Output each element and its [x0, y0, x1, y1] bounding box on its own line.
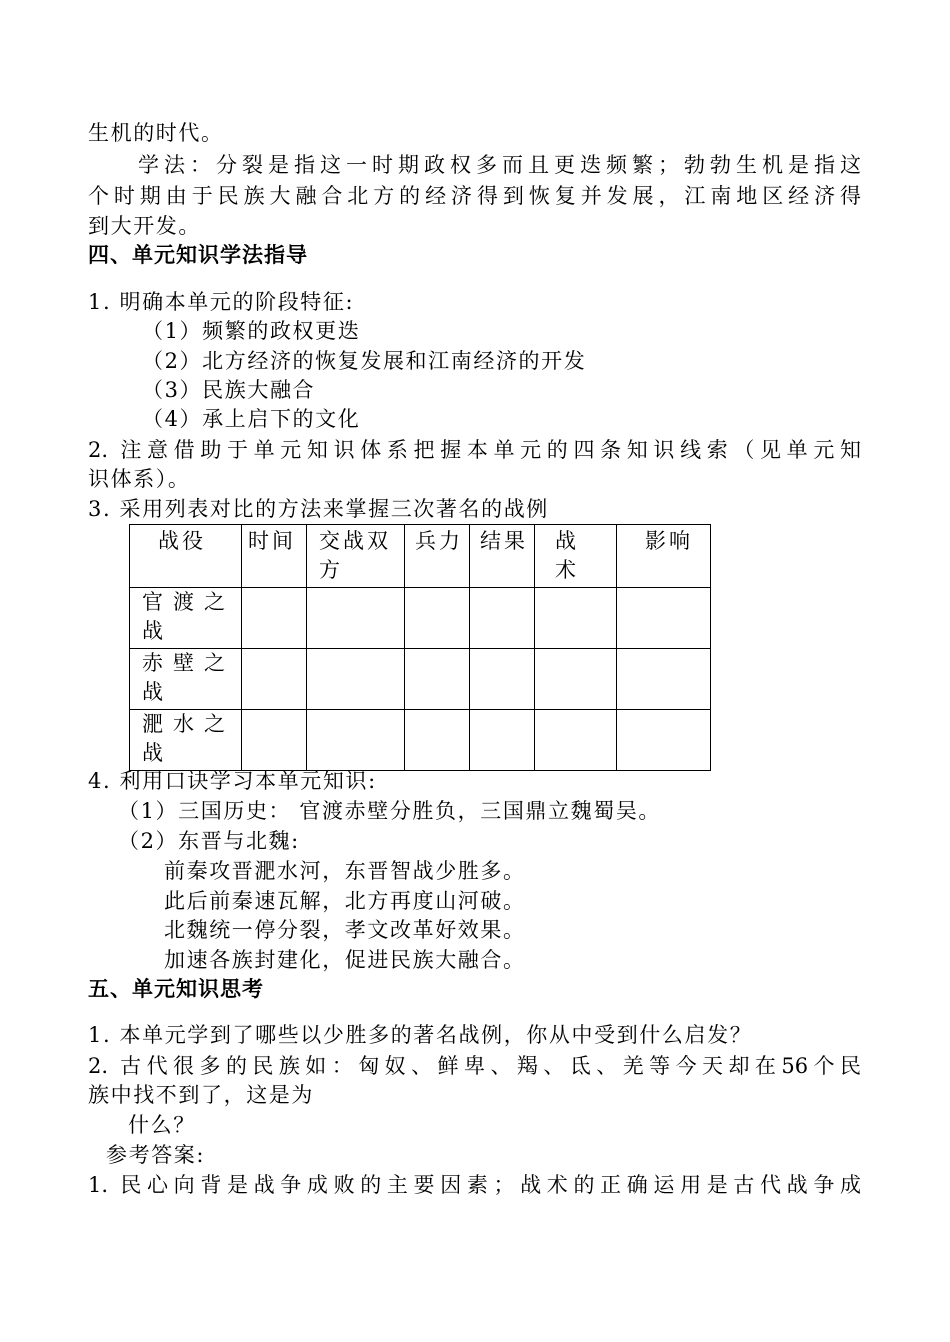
- answer-label: 参考答案:: [106, 1143, 206, 1167]
- mnemonic-2: （2）东晋与北魏:: [118, 829, 300, 853]
- verse-2: 此后前秦速瓦解，北方再度山河破。: [164, 889, 526, 913]
- item-4: 4. 利用口诀学习本单元知识:: [88, 769, 377, 793]
- question-2-line-2: 族中找不到了，这是为: [88, 1083, 314, 1107]
- section-5-heading: 五、单元知识思考: [88, 977, 264, 1001]
- verse-4: 加速各族封建化，促进民族大融合。: [164, 948, 526, 972]
- method-line-3: 到大开发。: [88, 214, 201, 238]
- intro-line: 生机的时代。: [88, 121, 224, 145]
- header-time: 时间: [242, 525, 307, 588]
- item-3: 3. 采用列表对比的方法来掌握三次著名的战例: [88, 497, 549, 521]
- verse-1: 前秦攻晋淝水河，东晋智战少胜多。: [164, 859, 526, 883]
- section-4-heading: 四、单元知识学法指导: [88, 243, 308, 267]
- mnemonic-1: （1）三国历史： 官渡赤壁分胜负，三国鼎立魏蜀吴。: [118, 799, 662, 823]
- item-2-line-1: 2. 注意借助于单元知识体系把握本单元的四条知识线索（见单元知: [88, 438, 861, 462]
- item-1: 1. 明确本单元的阶段特征:: [88, 290, 355, 314]
- verse-3: 北魏统一停分裂，孝文改革好效果。: [164, 918, 526, 942]
- question-1: 1. 本单元学到了哪些以少胜多的著名战例，你从中受到什么启发？: [88, 1023, 753, 1047]
- header-impact: 影响: [617, 525, 711, 588]
- answer-1: 1. 民心向背是战争成败的主要因素；战术的正确运用是古代战争成: [88, 1173, 861, 1197]
- method-line-2: 个时期由于民族大融合北方的经济得到恢复并发展，江南地区经济得: [88, 184, 861, 208]
- method-line-1: 学法：分裂是指这一时期政权多而且更迭频繁；勃勃生机是指这: [138, 153, 861, 177]
- feature-4: （4）承上启下的文化: [142, 407, 361, 431]
- table-row: [130, 588, 711, 649]
- item-2-line-2: 识体系）。: [88, 467, 191, 491]
- battle-chibi: 赤壁之战: [130, 649, 242, 710]
- feature-3: （3）民族大融合: [142, 378, 316, 402]
- header-battle: 战役: [130, 525, 242, 588]
- battle-comparison-table: [129, 524, 711, 771]
- table-row: [130, 710, 711, 771]
- header-tactics: 战术: [535, 525, 617, 588]
- question-2-line-3: 什么？: [128, 1113, 196, 1137]
- header-forces: 兵力: [405, 525, 470, 588]
- battle-guandu: 官渡之战: [130, 588, 242, 649]
- question-2-line-1: 2. 古代很多的民族如：匈奴、鲜卑、羯、氐、羌等今天却在56个民: [88, 1054, 861, 1078]
- table-header-row: [130, 525, 711, 588]
- feature-2: （2）北方经济的恢复发展和江南经济的开发: [142, 349, 587, 373]
- table-row: [130, 649, 711, 710]
- header-result: 结果: [470, 525, 535, 588]
- feature-1: （1）频繁的政权更迭: [142, 319, 361, 343]
- battle-feishui: 淝水之战: [130, 710, 242, 771]
- header-belligerents: 交战双方: [307, 525, 405, 588]
